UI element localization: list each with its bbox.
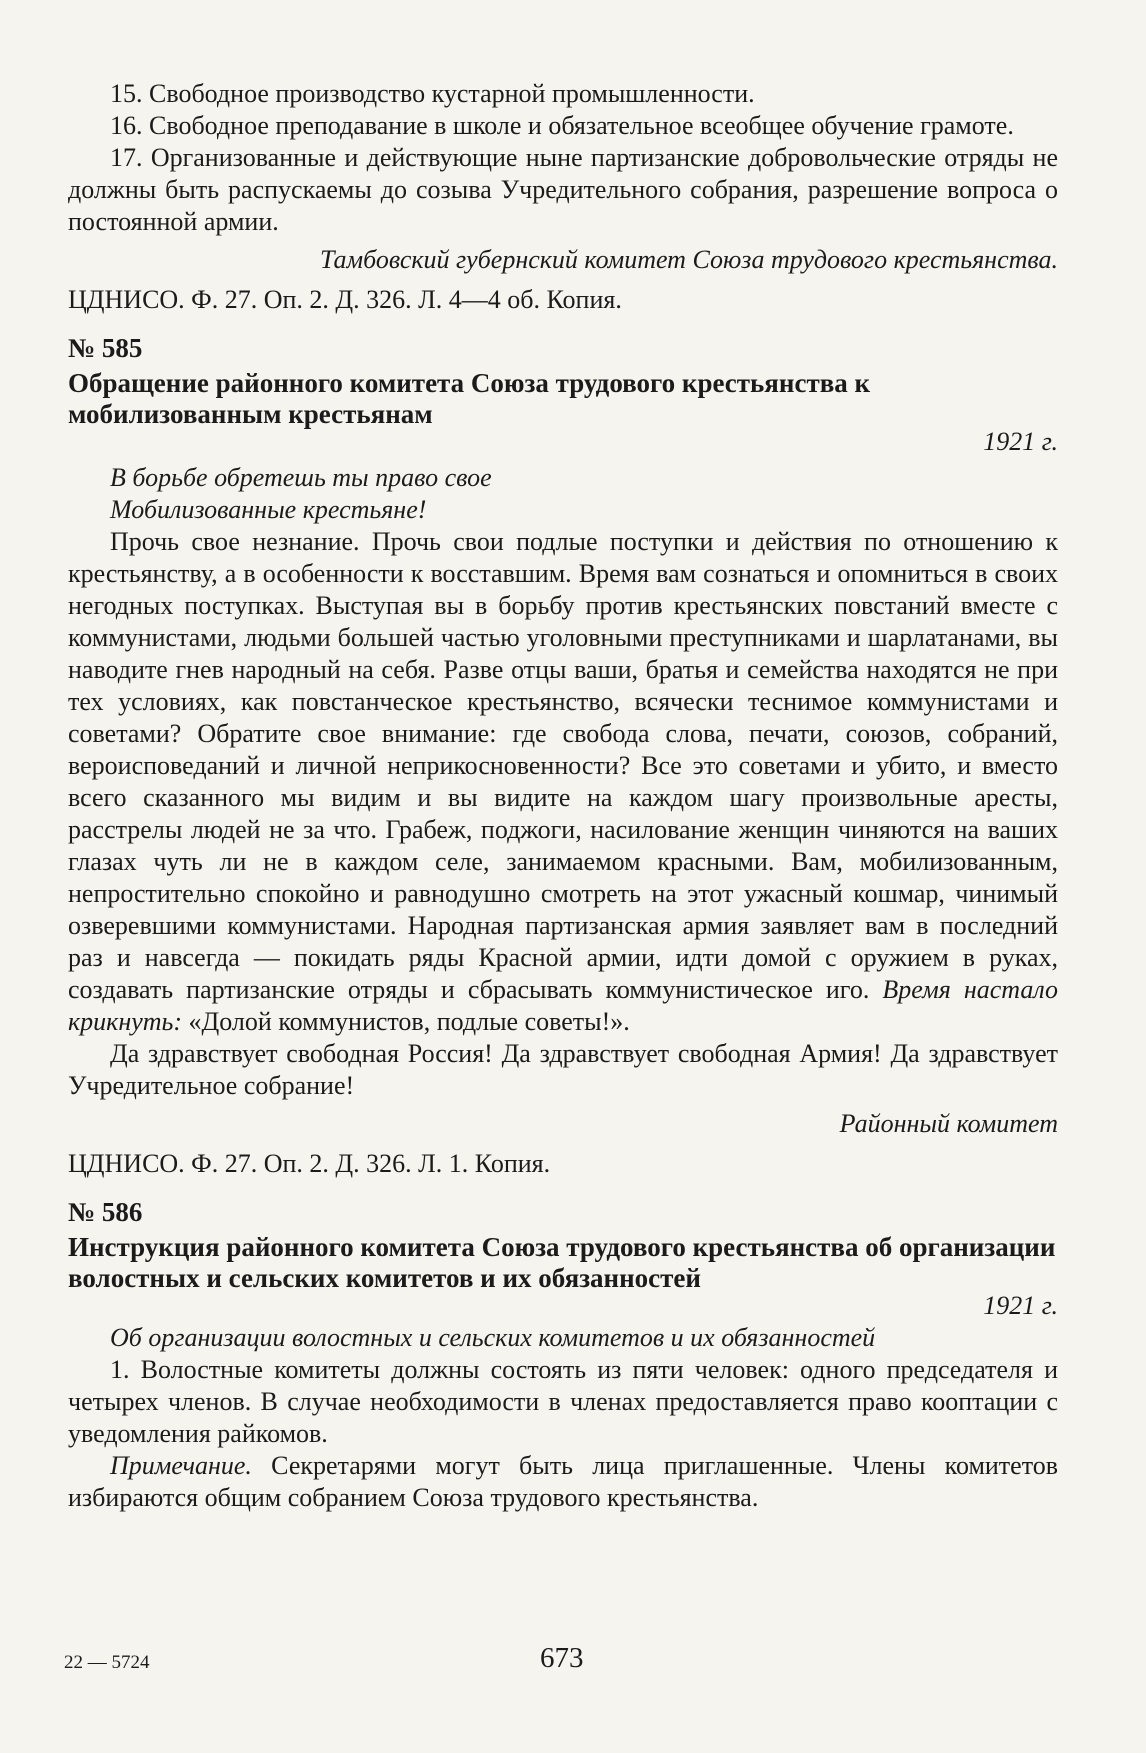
note-label: Примечание.: [110, 1451, 252, 1480]
document-date-586: 1921 г.: [983, 1291, 1058, 1320]
appeal-closing: Да здравствует свободная Россия! Да здравствует свободная Армия! Да здравствует Учредительное собрание!: [68, 1039, 1058, 1100]
archive-reference-1: ЦДНИСО. Ф. 27. Оп. 2. Д. 326. Л. 4—4 об. Копия.: [68, 285, 622, 314]
appeal-text: Прочь свое незнание. Прочь свои подлые поступки и действия по отношению к крестьянству, а в особенности к восставшим. Время вам сознаться и опомниться в своих негодных поступках. Выступая вы в борьбу против крестьянских повстаний вместе с коммунистами, людьми большей частью уголовными преступниками и шарлатанами, вы наводите гнев народный на себя. Разве отцы ваши, братья и семейства находятся не при тех условиях, как повстанческое крестьянство, всячески теснимое коммунистами и советами? Обратите свое внимание: где свобода слова, печати, союзов, собраний, вероисповеданий и личной неприкосновенности? Все это советами и убито, и вместо всего сказанного мы видим и вы видите на каждом шагу произвольные аресты, расстрелы людей не за что. Грабеж, поджоги, насилование женщин чиняются на ваших глазах чуть ли не в каждом селе, занимаемом красными. Вам, мобилизованным, непростительно спокойно и равнодушно смотреть на этот ужасный кошмар, чинимый озверевшими коммунистами. Народная партизанская армия заявляет вам в последний раз и навсегда — покидать ряды Красной армии, идти домой с оружием в руках, создавать партизанские отряды и сбрасывать коммунистическое иго.: [68, 527, 1058, 1004]
appeal-italic: Время настало крикнуть:: [68, 975, 1059, 1036]
item-16: 16. Свободное преподавание в школе и обязательное всеобщее обучение грамоте.: [110, 111, 1014, 140]
signature-tambov-committee: Тамбовский губернский комитет Союза трудового крестьянства.: [320, 245, 1058, 274]
printer-signature-mark: 22 — 5724: [64, 1652, 150, 1673]
item-15: 15. Свободное производство кустарной промышленности.: [110, 79, 755, 108]
instruction-note: [68, 1450, 1058, 1514]
document-title-585: Обращение районного комитета Союза трудового крестьянства к мобилизованным крестьянам: [68, 368, 871, 429]
document-date-585: 1921 г.: [983, 427, 1058, 456]
instruction-item-1: 1. Волостные комитеты должны состоять из пяти человек: одного председателя и четырех членов. В случае необходимости в членах предоставляется право кооптации с уведомления райкомов.: [68, 1355, 1058, 1448]
note-text: Секретарями могут быть лица приглашенные. Члены комитетов избираются общим собранием Союза трудового крестьянства.: [68, 1451, 1059, 1512]
document-number-585: № 585: [68, 333, 143, 363]
address-line: Мобилизованные крестьяне!: [110, 495, 427, 524]
item-17: 17. Организованные и действующие ныне партизанские добровольческие отряды не должны быть распускаемы до созыва Учредительного собрания, разрешение вопроса о постоянной армии.: [68, 143, 1058, 236]
page-number: 673: [540, 1642, 584, 1674]
appeal-end: «Долой коммунистов, подлые советы!».: [188, 1007, 630, 1036]
epigraph: В борьбе обретешь ты право свое: [110, 463, 492, 492]
instruction-heading: Об организации волостных и сельских комитетов и их обязанностей: [110, 1323, 876, 1352]
document-title-586: Инструкция районного комитета Союза трудового крестьянства об организации волостных и сельских комитетов и их обязанностей: [68, 1232, 1056, 1293]
document-number-586: № 586: [68, 1197, 143, 1227]
signature-district-committee: Районный комитет: [839, 1109, 1058, 1138]
archive-reference-2: ЦДНИСО. Ф. 27. Оп. 2. Д. 326. Л. 1. Копия.: [68, 1149, 551, 1178]
appeal-body: [68, 526, 1058, 1038]
page-body: [68, 78, 1058, 1514]
